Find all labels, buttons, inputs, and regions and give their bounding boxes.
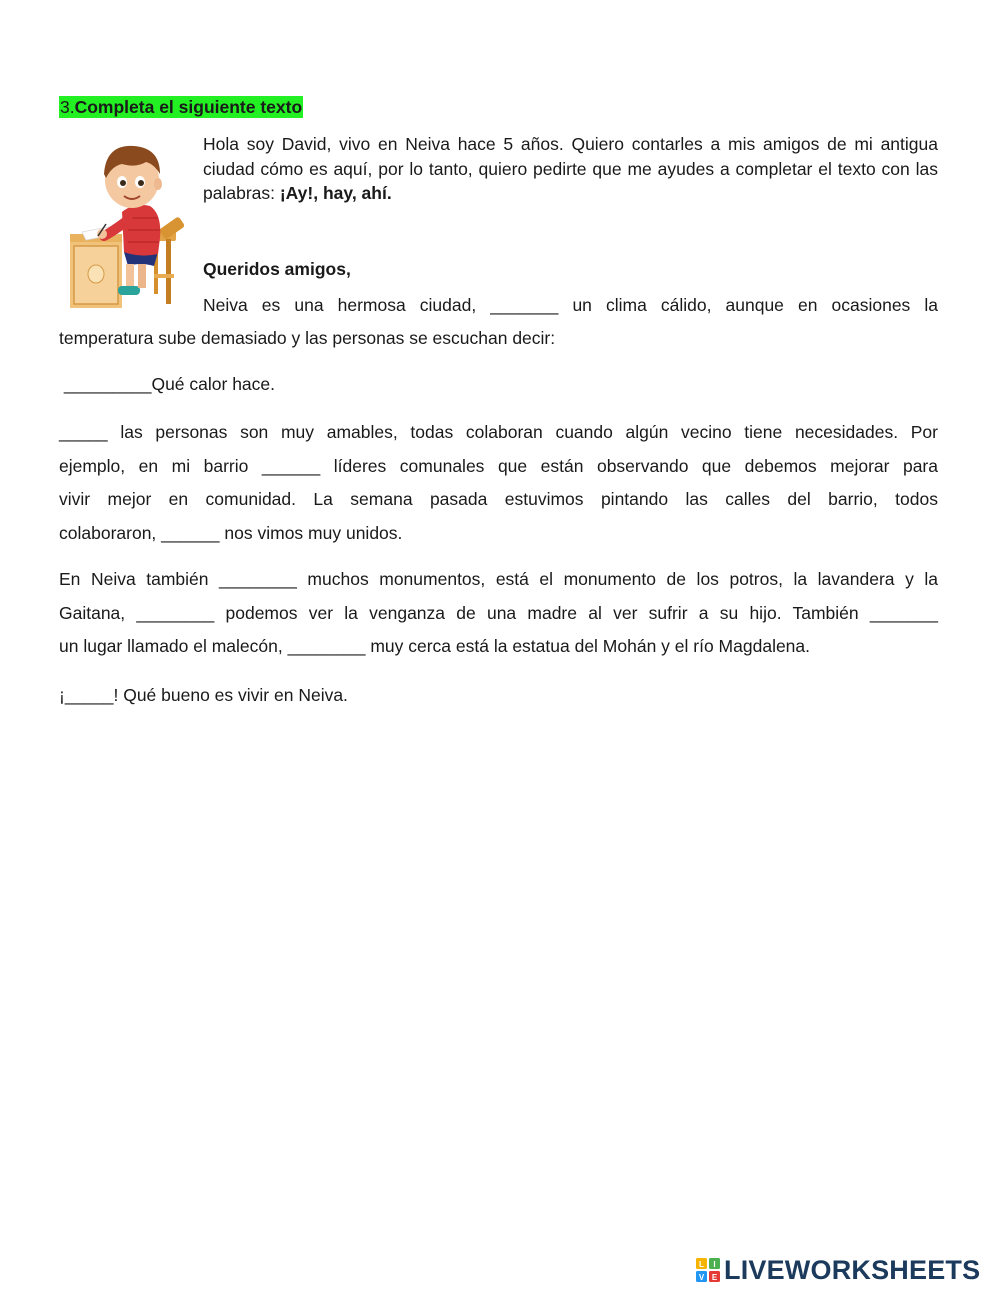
- logo-text: LIVEWORKSHEETS: [724, 1255, 981, 1285]
- intro-paragraph: [203, 132, 938, 206]
- liveworksheets-logo: [696, 1255, 980, 1285]
- paragraph-3-line: vivir mejor en comunidad. La semana pasada estuvimos pintando las calles del barrio, todos: [59, 489, 938, 510]
- exercise-number: 3.: [60, 97, 75, 117]
- intro-text: Hola soy David, vivo en Neiva hace 5 años. Quiero contarles a mis amigos de mi antigua ciudad cómo es aquí, por lo tanto, quiero pedirte que me ayudes a completar el texto con las palabras:: [203, 134, 938, 203]
- exercise-title: [59, 96, 303, 118]
- letter-salutation: Queridos amigos,: [203, 259, 351, 279]
- svg-text:V: V: [698, 1273, 705, 1282]
- paragraph-5-text: ¡_____! Qué bueno es vivir en Neiva.: [59, 685, 348, 705]
- shoe: [118, 286, 140, 295]
- paragraph-1-line-1: Neiva es una hermosa ciudad, _______ un clima cálido, aunque en ocasiones la: [203, 295, 938, 315]
- svg-text:I: I: [713, 1260, 716, 1269]
- paragraph-3-line: _____ las personas son muy amables, todas colaboran cuando algún vecino tiene necesidades. Por: [59, 422, 938, 442]
- word-options: ¡Ay!, hay, ahí.: [279, 183, 392, 203]
- paragraph-4-line: En Neiva también ________ muchos monumentos, está el monumento de los potros, la lavandera y la: [59, 569, 938, 589]
- ear: [154, 178, 162, 190]
- paragraph-4: [59, 563, 938, 664]
- paragraph-3-line: ejemplo, en mi barrio ______ líderes comunales que están observando que debemos mejorar para: [59, 455, 938, 476]
- paragraph-2-text: _________Qué calor hace.: [59, 374, 275, 394]
- svg-text:E: E: [711, 1273, 718, 1282]
- paragraph-3-line: colaboraron, ______ nos vimos muy unidos.: [59, 523, 403, 544]
- leg: [138, 264, 146, 288]
- desk-ornament: [88, 265, 104, 283]
- paragraph-2: [59, 368, 938, 402]
- svg-text:L: L: [699, 1260, 704, 1269]
- logo-blocks-icon: [696, 1258, 720, 1282]
- paragraph-1-line-2-text: temperatura sube demasiado y las personas se escuchan decir:: [59, 328, 556, 348]
- paragraph-1-line-2: [59, 322, 938, 356]
- paragraph-4-line: Gaitana, ________ podemos ver la venganza de una madre al ver sufrir a su hijo. También _______: [59, 602, 938, 623]
- exercise-title-text: Completa el siguiente texto: [74, 97, 303, 117]
- chair-rung: [154, 274, 174, 278]
- pupil: [138, 180, 144, 186]
- boy-writing-illustration: [62, 134, 188, 314]
- paragraph-5: [59, 679, 938, 713]
- paragraph-3: [59, 416, 938, 551]
- pupil: [120, 180, 126, 186]
- paragraph-4-line: un lugar llamado el malecón, ________ muy cerca está la estatua del Mohán y el río Magdalena.: [59, 636, 811, 657]
- chair-leg: [166, 239, 171, 304]
